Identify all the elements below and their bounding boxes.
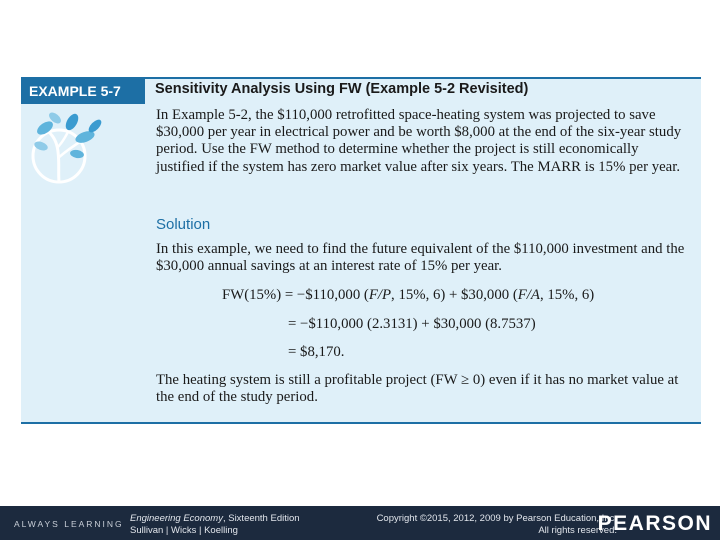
copyright-notice — [377, 513, 617, 537]
pearson-logo: PEARSON — [597, 512, 712, 535]
book-credit — [130, 513, 300, 537]
equation-line-2: = −$110,000 (2.3131) + $30,000 (8.7537) — [288, 316, 536, 332]
equation-line-3: = $8,170. — [288, 344, 345, 360]
equation-rhs-part-c: , 15%, 6) — [539, 287, 595, 303]
solution-heading: Solution — [156, 216, 211, 233]
book-edition: , Sixteenth Edition — [222, 513, 300, 524]
factor-f-p: F/P — [368, 287, 392, 303]
example-label: EXAMPLE 5-7 — [21, 79, 145, 104]
footer-bar — [0, 506, 720, 540]
equation-line-1 — [222, 287, 594, 304]
solution-intro: In this example, we need to find the future equivalent of the $110,000 investment and the $30,000 annual savings at an interest rate of 15% per year. — [156, 241, 685, 275]
book-authors: Sullivan | Wicks | Koelling — [130, 525, 238, 536]
equation-rhs-part-b: , 15%, 6) + $30,000 ( — [391, 287, 518, 303]
copyright-line-1: Copyright ©2015, 2012, 2009 by Pearson Education, Inc. — [376, 513, 617, 524]
problem-statement: In Example 5-2, the $110,000 retrofitted space-heating system was projected to save $30,000 per year in electrical power and be worth $8,000 at the end of the six-year study period. Use the FW method to determine whether the project is still economically justified if the system has zero market value after six years. The MARR is 15% per year. — [156, 107, 682, 175]
equation-rhs-part-a: = −$110,000 ( — [281, 287, 369, 303]
equation-lhs: FW(15%) — [222, 287, 282, 303]
solution-conclusion: The heating system is still a profitable project (FW ≥ 0) even if it has no market value at the end of the study period. — [156, 372, 679, 406]
book-title: Engineering Economy — [130, 513, 223, 524]
copyright-line-2: All rights reserved. — [538, 525, 617, 536]
tree-logo-icon — [27, 106, 109, 190]
example-title: Sensitivity Analysis Using FW (Example 5-2 Revisited) — [155, 81, 529, 97]
factor-f-a: F/A — [517, 287, 540, 303]
always-learning-tagline: ALWAYS LEARNING — [14, 519, 124, 529]
